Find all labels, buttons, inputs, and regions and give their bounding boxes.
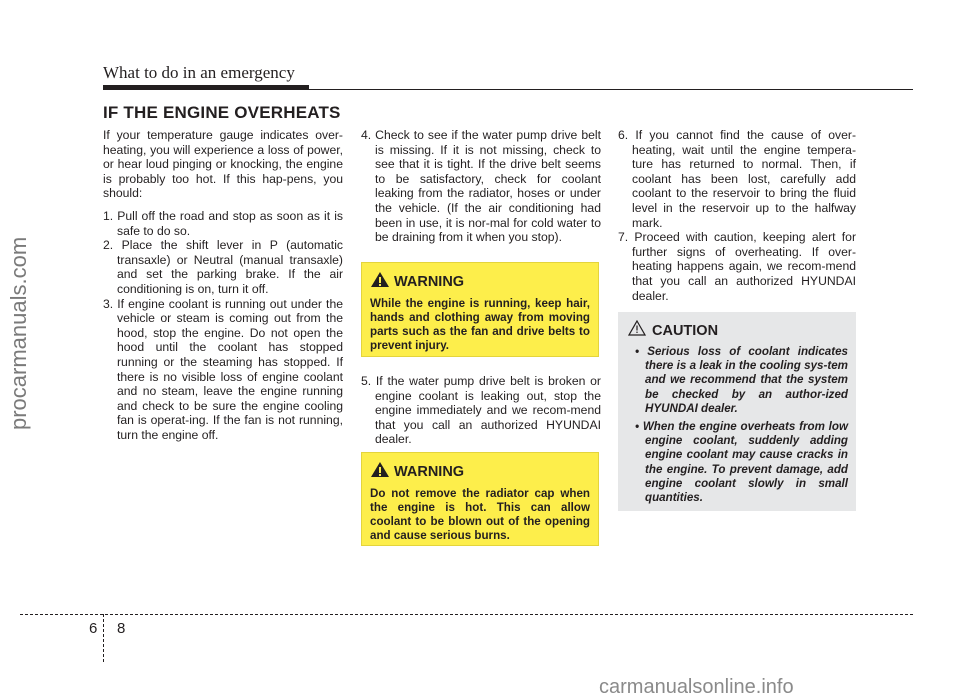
warning-triangle-icon: [370, 271, 390, 293]
warning-box-radiator-cap: [361, 452, 599, 546]
header-divider: [103, 89, 913, 90]
step-3: 3. If engine coolant is running out under the vehicle or steam is coming out from the hood, stop the engine. Do not open the hood until the coolant has stopped running or the steaming has stopped. If there is no visible loss of engine coolant and no steam, leave the engine running and check to be sure the engine cooling fan is operat-ing. If the fan is not running, turn the engine off.: [103, 296, 343, 442]
step-7: 7. Proceed with caution, keeping alert for further signs of overheating. If over-heating happens again, we recom-mend that you call an authorized HYUNDAI dealer.: [618, 230, 856, 303]
intro-paragraph: If your temperature gauge indicates over-heating, you will experience a loss of power, or hear loud pinging or knocking, the engine is probably too hot. If this hap-pens, you should:: [103, 128, 343, 201]
chapter-title: What to do in an emergency: [103, 63, 295, 82]
step-6: 6. If you cannot find the cause of over-heating, wait until the engine tempera-ture has returned to normal. Then, if coolant has been lost, carefully add coolant to the reservoir to bring the fluid level in the reservoir up to the halfway mark.: [618, 128, 856, 230]
column-2: [361, 128, 601, 245]
step-1: 1. Pull off the road and stop as soon as it is safe to do so.: [103, 208, 343, 238]
warning-title: WARNING: [394, 274, 465, 290]
warning-body: While the engine is running, keep hair, hands and clothing away from moving parts such as the fan and drive belts to prevent injury.: [370, 297, 590, 352]
warning-header: [370, 271, 590, 293]
caution-header: [628, 320, 848, 341]
column-1: [103, 128, 343, 442]
caution-item-low-coolant: • When the engine overheats from low engine coolant, suddenly adding engine coolant may cause cracks in the engine. To prevent damage, add engine coolant slowly in small quantities.: [635, 420, 848, 505]
warning-header: [370, 461, 590, 483]
bottom-watermark: carmanualsonline.info: [599, 676, 794, 698]
caution-triangle-icon: [628, 320, 646, 341]
footer-page-divider: [103, 614, 104, 662]
chapter-number: 6: [89, 620, 98, 637]
step-2: 2. Place the shift lever in P (automatic transaxle) or Neutral (manual transaxle) and set the parking brake. If the air conditioning is on, turn it off.: [103, 238, 343, 296]
section-title: IF THE ENGINE OVERHEATS: [103, 103, 341, 122]
step-4: 4. Check to see if the water pump drive belt is missing. If it is not missing, check to see that it is tight. If the drive belt seems to be satisfactory, check for coolant leaking from the radiator, hoses or under the vehicle. (If the air conditioning had been in use, it is nor-mal for cold water to be draining from it when you stop).: [361, 128, 601, 245]
warning-box-hair-hands: [361, 262, 599, 357]
side-watermark: procarmanuals.com: [6, 236, 31, 430]
warning-body: Do not remove the radiator cap when the engine is hot. This can allow coolant to be blown out of the opening and cause serious burns.: [370, 487, 590, 542]
caution-box: [618, 312, 856, 511]
page-number: 8: [117, 620, 126, 637]
column-3: [618, 128, 856, 303]
column-2-lower: [361, 374, 601, 447]
warning-triangle-icon: [370, 461, 390, 483]
warning-title: WARNING: [394, 464, 465, 480]
caution-item-leak: • Serious loss of coolant indicates there is a leak in the cooling sys-tem and we recommend that the system be checked by an author-ized HYUNDAI dealer.: [635, 345, 848, 415]
footer-divider: [20, 614, 913, 615]
step-5: 5. If the water pump drive belt is broken or engine coolant is leaking out, stop the engine immediately and we recom-mend that you call an authorized HYUNDAI dealer.: [361, 374, 601, 447]
caution-title: CAUTION: [652, 322, 719, 339]
